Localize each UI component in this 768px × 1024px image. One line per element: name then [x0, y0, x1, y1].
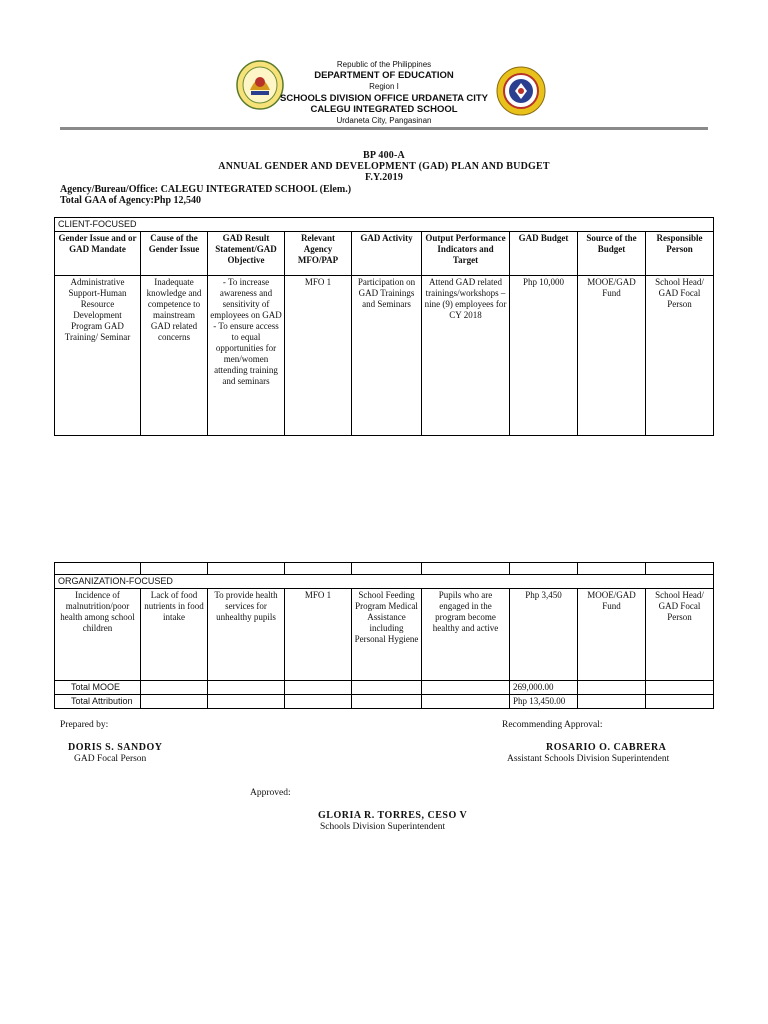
header-cause: Cause of the Gender Issue — [141, 232, 208, 276]
table-row — [55, 563, 714, 575]
header-republic: Republic of the Philippines — [336, 60, 432, 69]
header-result-statement: GAD Result Statement/GAD Objective — [208, 232, 285, 276]
table-cell: School Head/ GAD Focal Person — [646, 276, 714, 436]
table-cell: Lack of food nutrients in food intake — [141, 589, 208, 681]
table-cell: MOOE/GAD Fund — [578, 589, 646, 681]
total-gaa: Total GAA of Agency:Php 12,540 — [60, 195, 202, 206]
header-mfo-pap: Relevant Agency MFO/PAP — [285, 232, 352, 276]
recommending-name: ROSARIO O. CABRERA — [546, 742, 667, 753]
total-attribution-label: Total Attribution — [55, 695, 141, 709]
table-cell: MFO 1 — [285, 276, 352, 436]
form-code: BP 400-A — [363, 150, 405, 161]
organization-focused-label: ORGANIZATION-FOCUSED — [55, 575, 714, 589]
approved-label: Approved: — [250, 788, 291, 798]
header-responsible-person: Responsible Person — [646, 232, 714, 276]
header-output-indicators: Output Performance Indicators and Target — [422, 232, 510, 276]
table-cell: Php 3,450 — [510, 589, 578, 681]
prepared-by-title: GAD Focal Person — [74, 754, 147, 764]
agency-line: Agency/Bureau/Office: CALEGU INTEGRATED SCHOOL (Elem.) — [60, 184, 352, 195]
table-row — [55, 276, 714, 436]
table-cell: Attend GAD related trainings/workshops – nine (9) employees for CY 2018 — [422, 276, 510, 436]
prepared-by-label: Prepared by: — [60, 720, 109, 730]
header-division: SCHOOLS DIVISION OFFICE URDANETA CITY — [280, 93, 488, 104]
header-region: Region I — [369, 82, 399, 91]
table-cell: - To increase awareness and sensitivity of employees on GAD - To ensure access to equal opportunities for men/women attending training and seminars — [208, 276, 285, 436]
total-mooe-row — [55, 681, 714, 695]
prepared-by-name: DORIS S. SANDOY — [68, 742, 163, 753]
header-divider — [60, 127, 708, 130]
table-cell: School Feeding Program Medical Assistance including Personal Hygiene — [352, 589, 422, 681]
table-cell: Administrative Support-Human Resource Development Program GAD Training/ Seminar — [55, 276, 141, 436]
total-attribution-value: Php 13,450.00 — [510, 695, 578, 709]
table-cell: To provide health services for unhealthy pupils — [208, 589, 285, 681]
organization-focused-table — [54, 562, 714, 709]
header-address: Urdaneta City, Pangasinan — [336, 116, 432, 125]
table-cell: MFO 1 — [285, 589, 352, 681]
header-gad-activity: GAD Activity — [352, 232, 422, 276]
table-cell: Incidence of malnutrition/poor health among school children — [55, 589, 141, 681]
client-focused-table — [54, 217, 714, 436]
table-cell: School Head/ GAD Focal Person — [646, 589, 714, 681]
table-cell: Pupils who are engaged in the program become healthy and active — [422, 589, 510, 681]
table-cell: MOOE/GAD Fund — [578, 276, 646, 436]
header-gad-budget: GAD Budget — [510, 232, 578, 276]
header-gender-issue: Gender Issue and or GAD Mandate — [55, 232, 141, 276]
table-cell: Php 10,000 — [510, 276, 578, 436]
table-cell: Participation on GAD Trainings and Seminars — [352, 276, 422, 436]
recommending-approval-label: Recommending Approval: — [502, 720, 603, 730]
approved-name: GLORIA R. TORRES, CESO V — [318, 810, 468, 821]
fiscal-year: F.Y.2019 — [364, 172, 404, 183]
table-row — [55, 589, 714, 681]
table-cell: Inadequate knowledge and competence to mainstream GAD related concerns — [141, 276, 208, 436]
approved-title: Schools Division Superintendent — [320, 822, 446, 832]
header-department: DEPARTMENT OF EDUCATION — [314, 70, 454, 81]
client-focused-label: CLIENT-FOCUSED — [55, 218, 714, 232]
total-attribution-row — [55, 695, 714, 709]
header-school: CALEGU INTEGRATED SCHOOL — [310, 104, 458, 115]
total-mooe-value: 269,000.00 — [510, 681, 578, 695]
recommending-title: Assistant Schools Division Superintendent — [507, 754, 670, 764]
document-title: ANNUAL GENDER AND DEVELOPMENT (GAD) PLAN AND BUDGET — [218, 161, 550, 172]
total-mooe-label: Total MOOE — [55, 681, 141, 695]
header-budget-source: Source of the Budget — [578, 232, 646, 276]
